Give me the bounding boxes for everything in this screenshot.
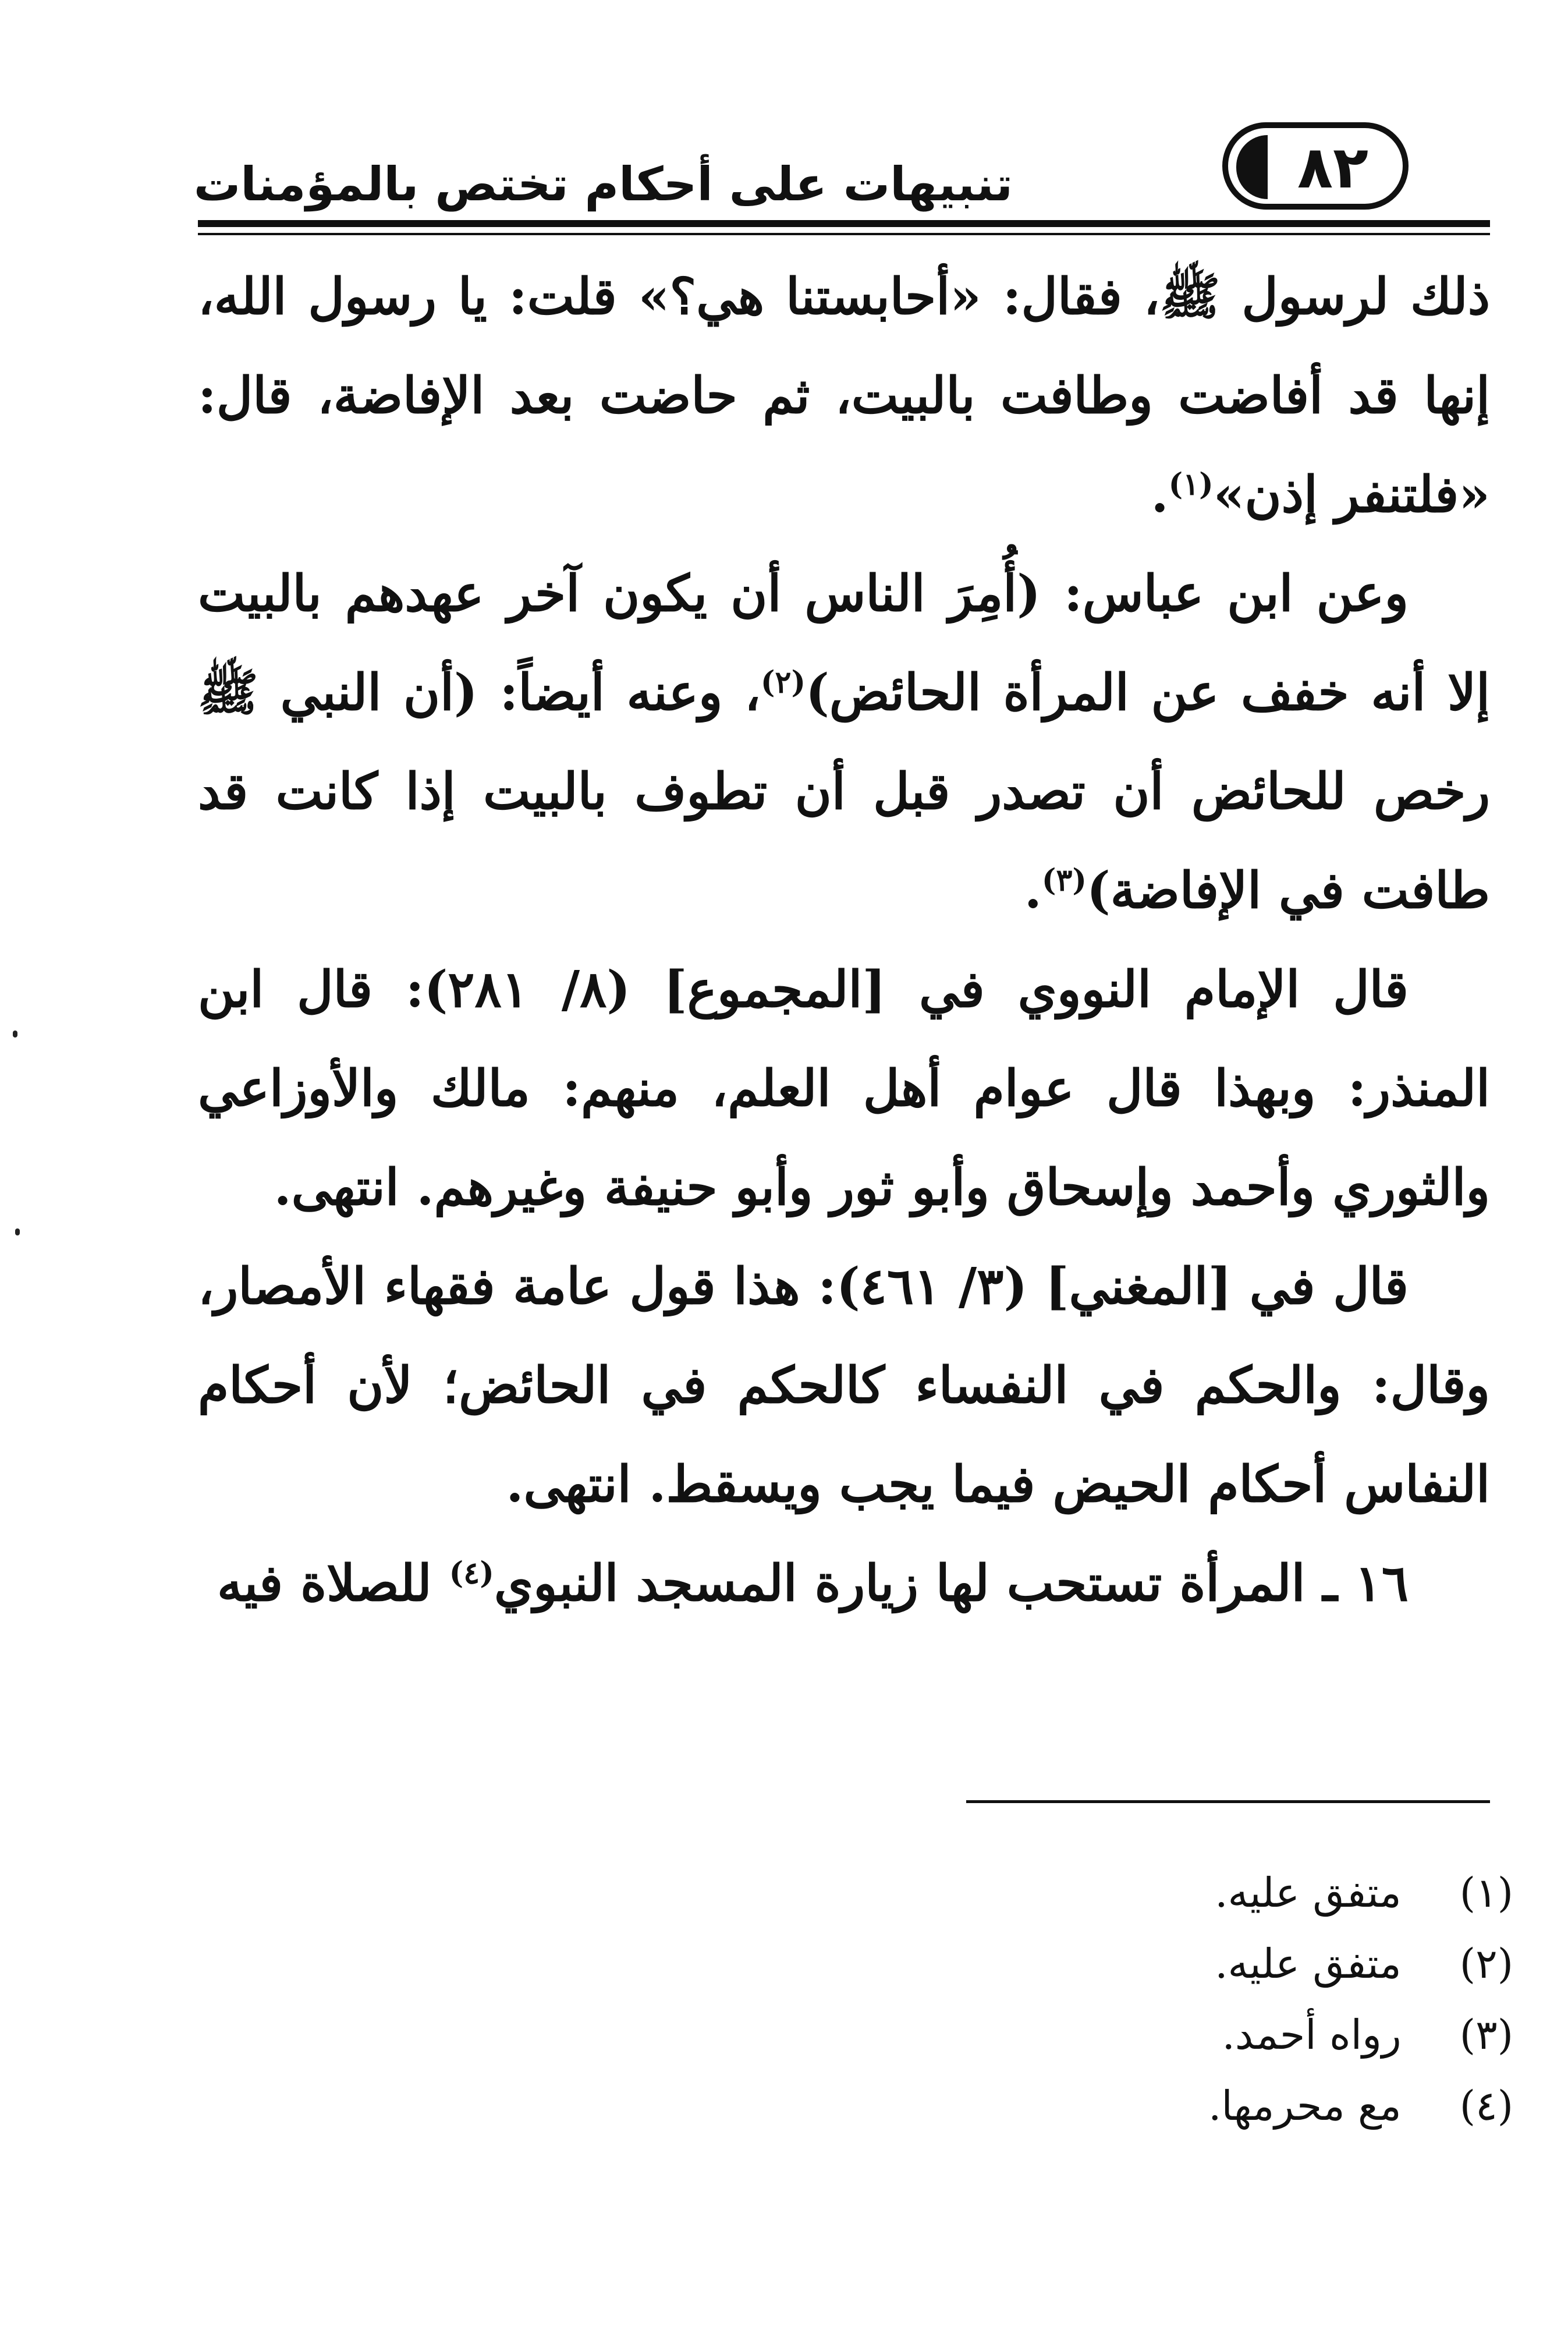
scan-speck — [15, 1228, 20, 1235]
footnote-text: رواه أحمد. — [1222, 2011, 1402, 2059]
paragraph-2 — [198, 544, 1490, 940]
paragraph-3: قال الإمام النووي في [المجموع] (٨/ ٢٨١): قال ابن المنذر: وبهذا قال عوام أهل العلم، منهم: مالك والأوزاعي والثوري وأحمد وإسحاق وأبو ثور وأبو حنيفة وغيرهم. انتهى. — [198, 960, 1490, 1217]
header-rule-thin — [198, 233, 1490, 235]
footnote-number: (٤) — [1459, 2082, 1513, 2130]
footnote-text: مع محرمها. — [1208, 2082, 1402, 2130]
paragraph-2-end: . — [1024, 861, 1042, 920]
footnote-1 — [698, 1857, 1513, 1928]
page-number-badge — [1222, 122, 1409, 210]
scan-speck — [13, 1031, 17, 1037]
footnote-number: (٣) — [1459, 2011, 1513, 2059]
body-text — [198, 247, 1490, 1633]
footnote-text: متفق عليه. — [1215, 1869, 1402, 1917]
paragraph-1 — [198, 247, 1490, 544]
footnote-number: (١) — [1459, 1869, 1513, 1917]
footnotes — [698, 1857, 1513, 2141]
paragraph-2-text-a: وعن ابن عباس: (أُمِرَ الناس أن يكون آخر عهدهم بالبيت إلا أنه خفف عن المرأة الحائض) — [198, 564, 1490, 722]
paragraph-1-text: ذلك لرسول ﷺ، فقال: «أحابستنا هي؟» قلت: يا رسول الله، إنها قد أفاضت وطافت بالبيت، ثم حاضت بعد الإفاضة، قال: «فلتنفر إذن» — [198, 267, 1490, 524]
paragraph-5-end: للصلاة فيه — [217, 1554, 449, 1613]
paragraph-1-end: . — [1151, 465, 1169, 524]
footnote-ref-4: (٤) — [449, 1555, 494, 1591]
page-header — [193, 122, 1490, 233]
footnote-number: (٢) — [1459, 1940, 1513, 1988]
footnote-ref-2: (٢) — [760, 664, 806, 700]
footnote-4 — [698, 2070, 1513, 2141]
paragraph-2-text-b: ، وعنه أيضاً: (أن النبي ﷺ رخص للحائض أن تصدر قبل أن تطوف بالبيت إذا كانت قد طافت في الإفاضة) — [198, 663, 1490, 920]
footnote-3 — [698, 1999, 1513, 2070]
paragraph-5-text: ١٦ ـ المرأة تستحب لها زيارة المسجد النبوي — [494, 1554, 1409, 1613]
page-number: ٨٢ — [1297, 133, 1369, 201]
paragraph-5 — [198, 1534, 1490, 1633]
footnote-ref-3: (٣) — [1041, 862, 1087, 898]
footnote-text: متفق عليه. — [1215, 1940, 1402, 1988]
footnote-2 — [698, 1928, 1513, 1999]
running-title: تنبيهات على أحكام تختص بالمؤمنات — [193, 157, 1013, 211]
header-rule-thick — [198, 220, 1490, 227]
footnote-ref-1: (١) — [1168, 466, 1214, 502]
paragraph-4: قال في [المغني] (٣/ ٤٦١): هذا قول عامة فقهاء الأمصار، وقال: والحكم في النفساء كالحكم في الحائض؛ لأن أحكام النفاس أحكام الحيض فيما يجب ويسقط. انتهى. — [198, 1257, 1490, 1514]
footnote-separator — [966, 1800, 1490, 1803]
